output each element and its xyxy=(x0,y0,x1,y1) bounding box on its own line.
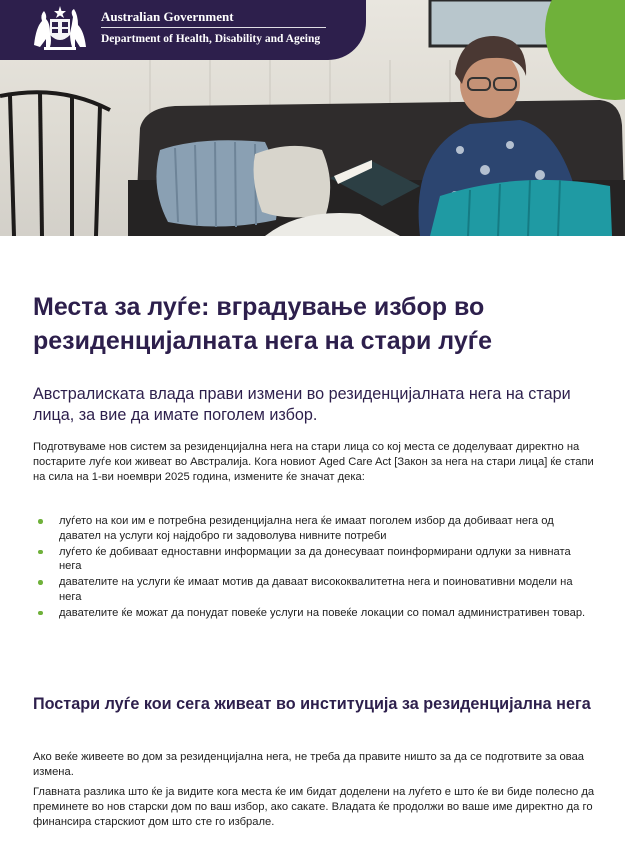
list-item xyxy=(33,575,593,605)
list-item xyxy=(33,545,593,575)
government-header xyxy=(0,0,366,60)
list-item-text: давателите ќе можат да понудат повеќе услуги на повеќе локации со помал административен товар. xyxy=(59,606,586,619)
list-item xyxy=(33,606,593,621)
hero-banner xyxy=(0,0,625,236)
government-name: Australian Government xyxy=(101,9,234,24)
bullet-icon xyxy=(38,550,43,555)
list-item-text: луѓето на кои им е потребна резиденцијална нега ќе имаат поголем избор да добиваат нега од давател на услуги кој најдобро ги задоволува нивните потреби xyxy=(59,515,554,542)
section-paragraph-2: Главната разлика што ќе ја видите кога места ќе им бидат доделени на луѓето е што ќе ви биде полесно да преминете во нов старски дом по ваш избор, ако сакате. Владата ќе продолжи во ваше име директно да го финансира старскиот дом што сте го избрале. xyxy=(33,786,595,828)
bullet-icon xyxy=(38,580,43,585)
department-name: Department of Health, Disability and Ageing xyxy=(101,33,321,45)
list-item xyxy=(33,514,593,544)
bullet-icon xyxy=(38,519,43,524)
changes-list xyxy=(33,514,593,622)
list-item-text: давателите на услуги ќе имаат мотив да даваат висококвалитетна нега и поиновативни модели на нега xyxy=(59,576,573,603)
page-title: Места за луѓе: вградување избор во резиденцијалната нега на стари луѓе xyxy=(33,293,493,355)
intro-paragraph: Подготвуваме нов систем за резиденцијална нега на стари лица со кој места се доделуваат директно на постарите луѓе кои живеат во Австралија. Кога новиот Aged Care Act [Закон за нега на стари лица] ќе стапи на сила на 1-ви ноември 2025 година, измените ќе значат дека: xyxy=(33,441,594,483)
bullet-icon xyxy=(38,611,43,616)
section-paragraph-1: Ако веќе живеете во дом за резиденцијална нега, не треба да правите ништо за да се подготвите за оваа измена. xyxy=(33,751,585,778)
lead-paragraph: Австралиската влада прави измени во резиденцијалната нега на стари лица, за вие да имате поголем избор. xyxy=(33,385,571,424)
coat-of-arms-icon xyxy=(30,5,90,51)
header-divider xyxy=(101,27,326,28)
section-heading: Постари луѓе кои сега живеат во институција за резиденцијална нега xyxy=(33,695,591,713)
list-item-text: луѓето ќе добиваат едноставни информации за да донесуваат поинформирани одлуки за нивната нега xyxy=(59,545,571,573)
